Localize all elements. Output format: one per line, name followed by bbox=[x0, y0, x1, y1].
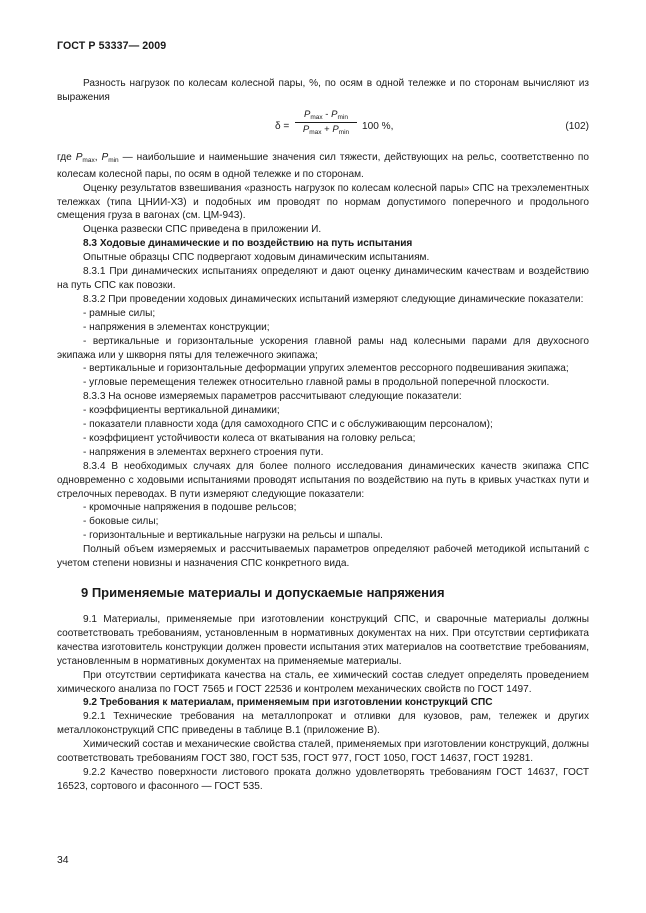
paragraph: Оценку результатов взвешивания «разность нагрузок по колесам колесной пары» СПС на трехэлементных тележках (типа ЦНИИ-ХЗ) и подобных им проводят по нормам допустимого поперечного и продольного смещения груза в вагонах (см. ЦМ-943). bbox=[57, 182, 589, 222]
list-item: - кромочные напряжения в подошве рельсов; bbox=[83, 502, 297, 514]
list-item: - показатели плавности хода (для самоходного СПС и с обслуживающим персоналом); bbox=[83, 419, 493, 431]
paragraph: 9.1 Материалы, применяемые при изготовлении конструкций СПС, и сварочные материалы должны соответствовать требованиям, установленным в нормативных документах на них. При отсутствии сертификата качества изготовитель конструкции должен провести испытания этих материалов на соответствие требованиям, установленным в нормативных документах на применяемые материалы. bbox=[57, 614, 589, 667]
list-item: - напряжения в элементах конструкции; bbox=[83, 321, 270, 333]
paragraph: При отсутствии сертификата качества на сталь, ее химический состав следует определять проведением химического анализа по ГОСТ 7565 и ГОСТ 22536 и контролем механических свойств по ГОСТ 1497. bbox=[57, 669, 589, 695]
paragraph: Полный объем измеряемых и рассчитываемых параметров определяют рабочей методикой испытаний с учетом степени новизны и назначения СПС конкретного вида. bbox=[57, 544, 589, 570]
where-paragraph: где $P_{max}$, $P_{min}$ — наибольшие и наименьшие значения сил тяжести, действующих на рельс, соответственно по колесам колесной пары, по осям в одной тележке и по сторонам. bbox=[57, 151, 589, 180]
page-number: 34 bbox=[57, 855, 69, 866]
formula-number: (102) bbox=[565, 120, 589, 132]
section-8-3-heading: 8.3 Ходовые динамические и по воздействию на путь испытания bbox=[83, 238, 413, 250]
paragraph: 8.3.2 При проведении ходовых динамических испытаний измеряют следующие динамические показатели: bbox=[83, 293, 584, 305]
list-item: - угловые перемещения тележек относительно главной рамы в продольной поперечной плоскости. bbox=[83, 377, 550, 389]
section-9-2-heading: 9.2 Требования к материалам, применяемым при изготовлении конструкций СПС bbox=[83, 697, 493, 709]
formula-102 bbox=[57, 107, 589, 151]
formula-fraction bbox=[295, 109, 357, 136]
list-item: - вертикальные и горизонтальные ускорения главной рамы над колесными парами для двухосного экипажа или у шкворня пяты для тележечного экипажа; bbox=[57, 335, 589, 361]
list-item: - вертикальные и горизонтальные деформации упругих элементов рессорного подвешивания экипажа; bbox=[83, 363, 569, 375]
paragraph: 8.3.3 На основе измеряемых параметров рассчитывают следующие показатели: bbox=[83, 391, 462, 403]
formula-numerator: $P_{max} - P_{min}$ bbox=[295, 109, 357, 123]
list-item: - коэффициенты вертикальной динамики; bbox=[83, 405, 280, 417]
intro-paragraph: Разность нагрузок по колесам колесной пары, %, по осям в одной тележке и по сторонам вычисляют из выражения bbox=[57, 78, 589, 103]
list-item: - горизонтальные и вертикальные нагрузки на рельсы и шпалы. bbox=[83, 530, 383, 542]
formula-multiplier: 100 %, bbox=[362, 120, 394, 132]
document-page bbox=[57, 40, 589, 794]
paragraph: Опытные образцы СПС подвергают ходовым динамическим испытаниям. bbox=[83, 252, 430, 264]
paragraph: Химический состав и механические свойства сталей, применяемых при изготовлении конструкций, должны соответствовать требованиям ГОСТ 380, ГОСТ 535, ГОСТ 977, ГОСТ 1050, ГОСТ 14637, ГОСТ 19281. bbox=[57, 739, 589, 765]
list-item: - коэффициент устойчивости колеса от вкатывания на головку рельса; bbox=[83, 432, 416, 444]
formula-delta: δ = bbox=[275, 120, 290, 132]
paragraph: Оценка развески СПС приведена в приложении И. bbox=[83, 224, 322, 236]
paragraph: 8.3.4 В необходимых случаях для более полного исследования динамических качеств экипажа СПС одновременно с ходовыми испытаниями проводят испытания по воздействию на путь в кривых участках пути и стрелочных переводах. В пути измеряют следующие показатели: bbox=[57, 460, 589, 500]
document-header: ГОСТ Р 53337— 2009 bbox=[57, 40, 167, 52]
paragraph: 9.2.1 Технические требования на металлопрокат и отливки для кузовов, рам, тележек и других металлоконструкций СПС приведены в таблице В.1 (приложение В). bbox=[57, 711, 589, 737]
section-9-heading: 9 Применяемые материалы и допускаемые напряжения bbox=[81, 585, 445, 600]
paragraph: 9.2.2 Качество поверхности листового проката должно удовлетворять требованиям ГОСТ 14637, ГОСТ 16523, сортового и фасонного — ГОСТ 535. bbox=[57, 766, 589, 792]
list-item: - боковые силы; bbox=[83, 516, 159, 528]
list-item: - напряжения в элементах верхнего строения пути. bbox=[83, 446, 324, 458]
list-item: - рамные силы; bbox=[83, 307, 156, 319]
paragraph: 8.3.1 При динамических испытаниях определяют и дают оценку динамическим качествам и воздействию на путь СПС как повозки. bbox=[57, 266, 589, 291]
formula-denominator: $P_{max} + P_{min}$ bbox=[302, 123, 350, 136]
